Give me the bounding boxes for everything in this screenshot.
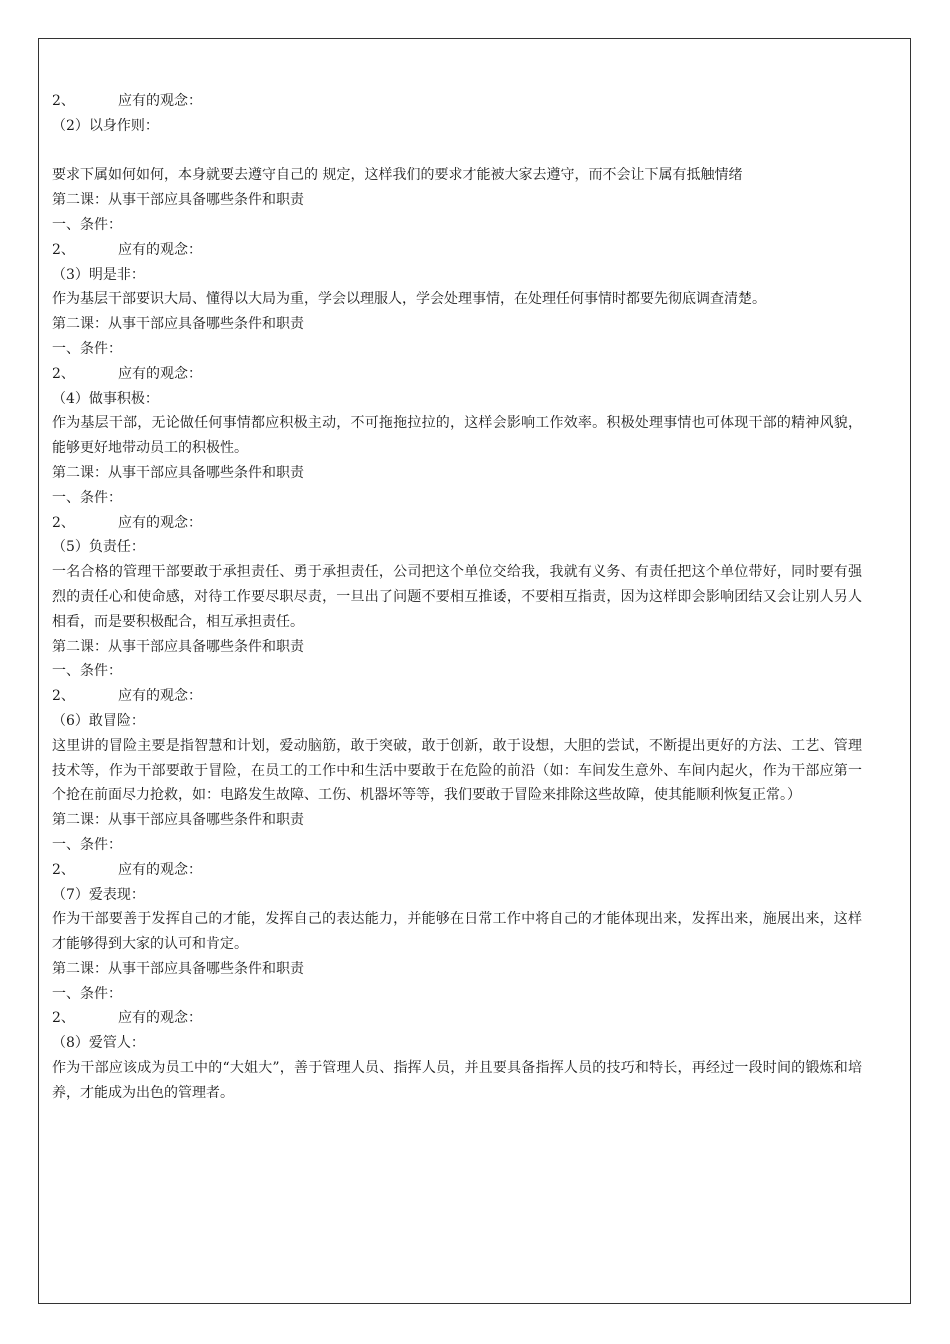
section-title: 应有的观念： [118, 365, 202, 382]
section-number: 2、 [52, 688, 75, 705]
body-paragraph: 要求下属如何如何，本身就要去遵守自己的 规定，这样我们的要求才能被大家去遵守，而不会让下属有抵触情绪 [52, 167, 743, 184]
section-number: 2、 [52, 514, 75, 531]
section-number: 2、 [52, 93, 75, 109]
section-heading [52, 684, 862, 709]
body-paragraph: 一名合格的管理干部要敢于承担责任、勇于承担责任，公司把这个单位交给我，我就有义务、有责任把这个单位带好，同时要有强烈的责任心和使命感，对待工作要尽职尽责，一旦出了问题不要相互推诿，不要相互指责，因为这样即会影响团结又会让别人另人相看，而是要积极配合，相互承担责任。 [52, 564, 862, 630]
section-number: 2、 [52, 861, 75, 878]
body-paragraph: 作为基层干部，无论做任何事情都应积极主动，不可拖拖拉拉的，这样会影响工作效率。积极处理事情也可体现干部的精神风貌，能够更好地带动员工的积极性。 [52, 415, 862, 457]
section-number: 2、 [52, 241, 75, 258]
section-heading [52, 1006, 862, 1031]
section-title: 应有的观念： [118, 514, 202, 531]
section-heading [52, 89, 862, 114]
text-line: 一、条件： [52, 340, 122, 357]
text-line: 第二课：从事干部应具备哪些条件和职责 [52, 960, 304, 977]
text-line: 一、条件： [52, 216, 122, 233]
section-number: 2、 [52, 365, 75, 382]
text-line: 一、条件： [52, 985, 122, 1002]
document-body [52, 89, 862, 1106]
text-line: 第二课：从事干部应具备哪些条件和职责 [52, 464, 304, 481]
text-line: 第二课：从事干部应具备哪些条件和职责 [52, 316, 304, 333]
text-line: 一、条件： [52, 836, 122, 853]
section-title: 应有的观念： [118, 1010, 202, 1027]
text-line: 一、条件： [52, 663, 122, 680]
text-line: （5）负责任： [52, 539, 145, 556]
text-line: （7）爱表现： [52, 886, 145, 903]
section-title: 应有的观念： [118, 688, 202, 705]
text-line: 第二课：从事干部应具备哪些条件和职责 [52, 638, 304, 655]
section-number: 2、 [52, 1010, 75, 1027]
text-line: （6）敢冒险： [52, 712, 145, 729]
blank-line [52, 139, 862, 164]
text-line: （4）做事积极： [52, 390, 159, 407]
section-heading [52, 511, 862, 536]
body-paragraph: 作为干部要善于发挥自己的才能，发挥自己的表达能力，并能够在日常工作中将自己的才能体现出来，发挥出来，施展出来，这样才能够得到大家的认可和肯定。 [52, 911, 862, 953]
body-paragraph: 作为基层干部要识大局、懂得以大局为重，学会以理服人，学会处理事情，在处理任何事情时都要先彻底调查清楚。 [52, 291, 766, 308]
body-paragraph: 这里讲的冒险主要是指智慧和计划，爱动脑筋，敢于突破，敢于创新，敢于设想，大胆的尝试，不断提出更好的方法、工艺、管理技术等，作为干部要敢于冒险，在员工的工作中和生活中要敢于在危险的前沿（如：车间发生意外、车间内起火，作为干部应第一个抢在前面尽力抢救，如：电路发生故障、工伤、机器坏等等，我们要敢于冒险来排除这些故障，使其能顺利恢复正常。） [52, 737, 862, 804]
text-line: 第二课：从事干部应具备哪些条件和职责 [52, 192, 304, 209]
text-line: 第二课：从事干部应具备哪些条件和职责 [52, 812, 304, 829]
body-paragraph: 作为干部应该成为员工中的“大姐大”，善于管理人员、指挥人员，并且要具备指挥人员的技巧和特长，再经过一段时间的锻炼和培养，才能成为出色的管理者。 [52, 1060, 862, 1101]
section-title: 应有的观念： [118, 93, 202, 109]
section-title: 应有的观念： [118, 861, 202, 878]
section-heading [52, 858, 862, 883]
text-line: （3）明是非： [52, 266, 145, 283]
section-heading [52, 362, 862, 387]
section-heading [52, 238, 862, 263]
text-line: （8）爱管人： [52, 1035, 145, 1052]
text-line: （2）以身作则： [52, 117, 159, 134]
text-line: 一、条件： [52, 489, 122, 506]
section-title: 应有的观念： [118, 241, 202, 258]
